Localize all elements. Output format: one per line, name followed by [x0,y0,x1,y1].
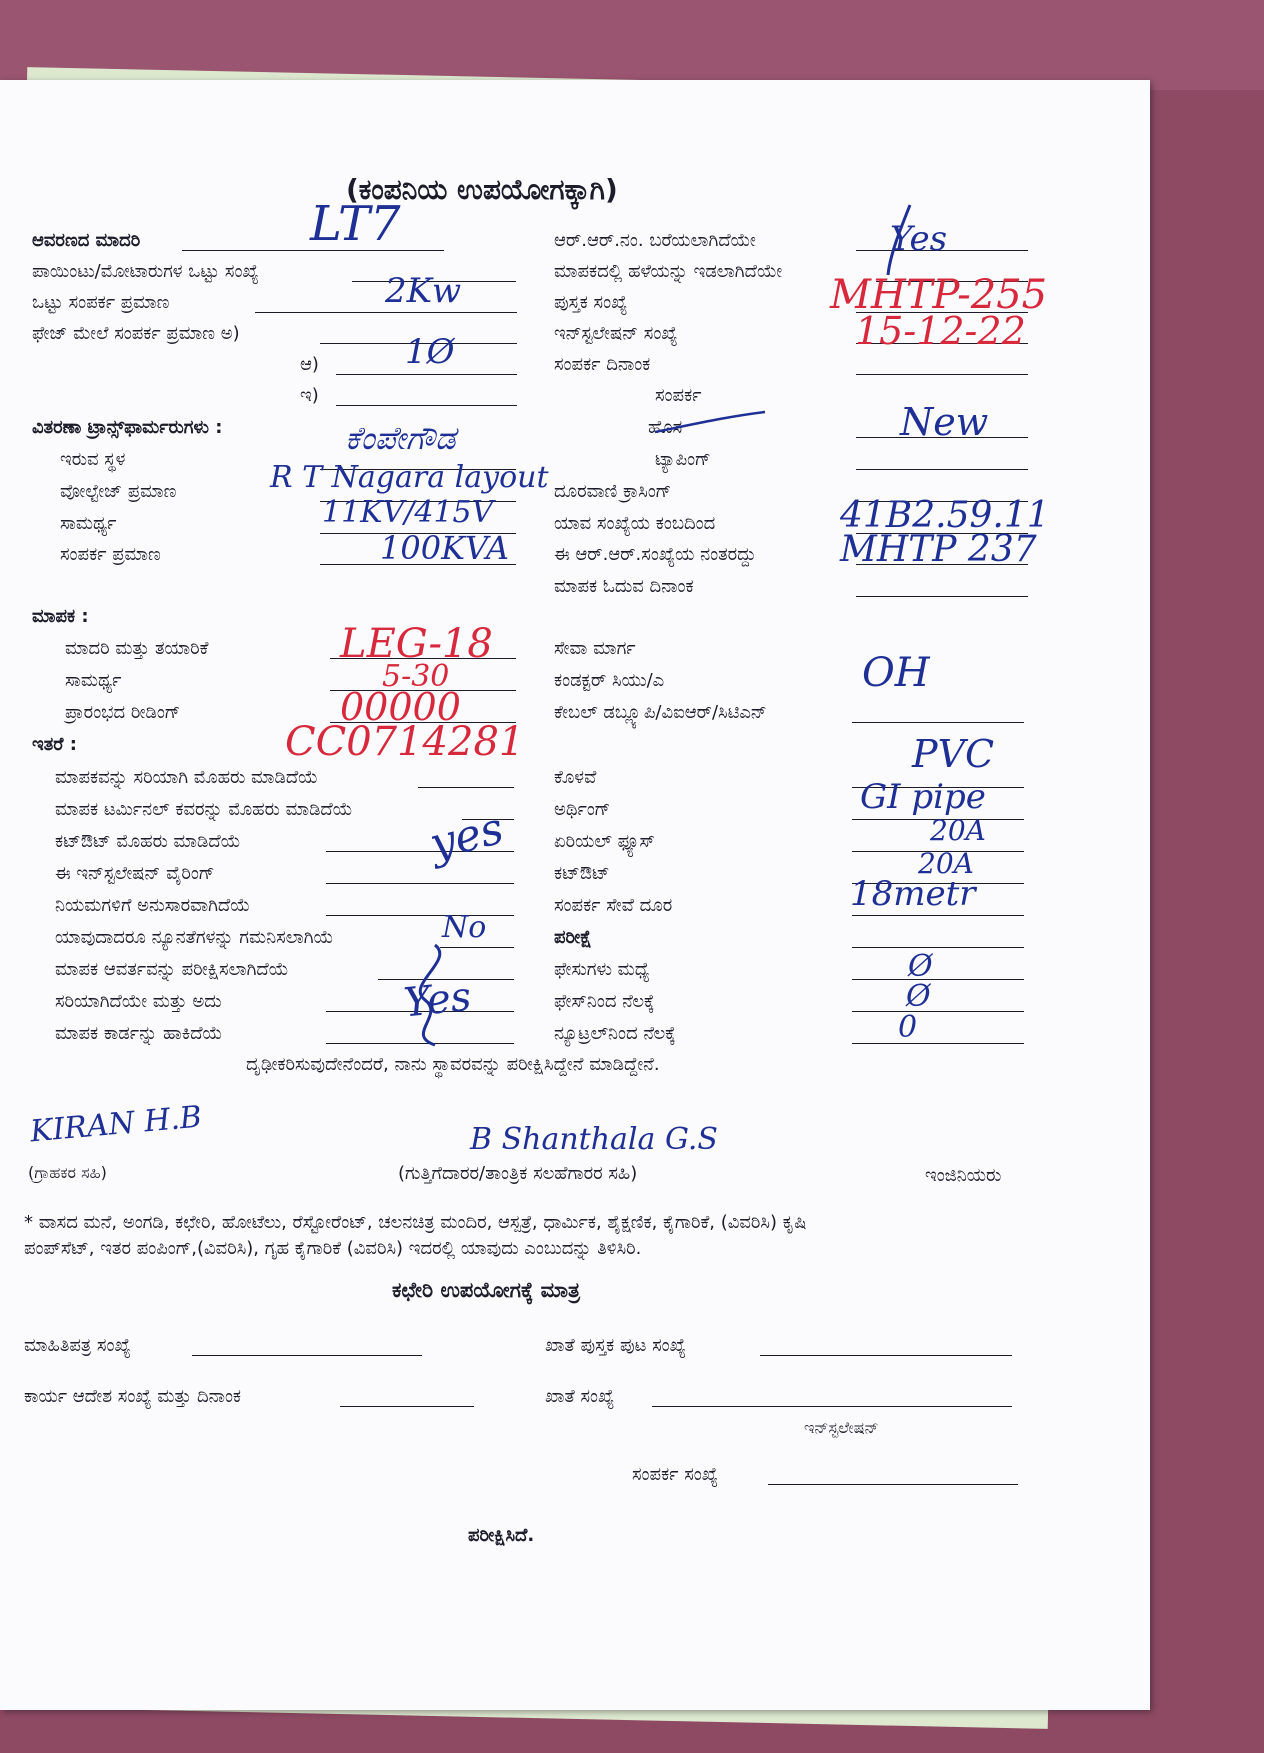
field-cable[interactable] [852,722,1024,723]
label-service-distance: ಸಂಪರ್ಕ ಸೇವೆ ದೂರ [554,895,673,916]
hw-location: ಕೆಂಪೇಗೌಡ [345,419,456,457]
label-pole-number: ಯಾವ ಸಂಖ್ಯೆಯ ಕಂಬದಿಂದ [554,513,716,534]
label-cutout: ಕಟ್‌ಔಟ್ [554,863,610,884]
field-tapping[interactable] [856,469,1028,470]
label-conductor: ಕಂಡಕ್ಟರ್ ಸಿಯು/ಎ [554,670,665,691]
label-installation-number: ಇನ್‌ಸ್ಟಲೇಷನ್ ಸಂಖ್ಯೆ [554,323,678,344]
label-location: ಇರುವ ಸ್ಥಳ [60,449,126,470]
label-cutout-sealed: ಕಟ್‌ಔಟ್ ಮೊಹರು ಮಾಡಿದೆಯೆ [55,831,241,852]
form-title: (ಕಂಪನಿಯ ಉಪಯೋಗಕ್ಕಾಗಿ) [346,173,618,206]
section-other: ಇತರೆ : [32,734,77,755]
hw-make: LEG-18 [340,621,493,667]
hw-phase-earth: Ø [906,979,931,1014]
field-phase-load-i[interactable] [336,405,517,406]
label-terminal-sealed: ಮಾಪಕ ಟರ್ಮಿನಲ್ ಕವರನ್ನು ಮೊಹರು ಮಾಡಿದೆಯೆ [55,799,353,820]
field-test[interactable] [852,947,1024,948]
hw-after-rr: MHTP 237 [840,529,1037,570]
label-tapping: ಟ್ಯಾಪಿಂಗ್ [655,449,711,470]
hw-checks-yes: yes [424,802,509,871]
label-service-route: ಸೇವಾ ಮಾರ್ಗ [554,638,636,659]
label-installation: ಇನ್‌ಸ್ಟಲೇಷನ್ [804,1418,879,1437]
field-neutral-earth[interactable] [852,1043,1024,1044]
note-line-2: ಪಂಪ್‌ಸೆಟ್, ಇತರ ಪಂಪಿಂಗ್,(ವಿವರಿಸಿ), ಗೃಹ ಕೈಗಾರಿಕೆ (ವಿವರಿಸಿ) ಇದರಲ್ಲಿ ಯಾವುದು ಎಂಬುದನ್ನು ತಿಳಿಸಿರಿ. [24,1238,642,1259]
label-as-per-rules: ನಿಯಮಗಳಿಗೆ ಅನುಸಾರವಾಗಿದೆಯೆ [55,895,251,916]
label-test: ಪರೀಕ್ಷೆ [554,927,592,948]
label-connection-date: ಸಂಪರ್ಕ ದಿನಾಂಕ [554,354,651,375]
field-application-no[interactable] [192,1355,422,1356]
hw-conn-date: 15-12-22 [855,309,1026,353]
label-phase-load-a: ಫೇಜ್ ಮೇಲೆ ಸಂಪರ್ಕ ಪ್ರಮಾಣ ಅ) [32,323,240,344]
field-between-phases[interactable] [852,979,1024,980]
signature-stroke-icon [395,940,465,1050]
hw-new: New [900,400,989,444]
hw-neutral-earth: 0 [898,1010,918,1045]
field-meter-sealed[interactable] [418,787,514,788]
label-points-motors: ಪಾಯಿಂಟು/ಮೋಟಾರುಗಳ ಒಟ್ಟು ಸಂಖ್ಯೆ [32,261,259,282]
field-phase-earth[interactable] [852,1011,1024,1012]
checkmark-stroke-icon [880,200,940,280]
field-phase-load-aa[interactable] [336,374,517,375]
label-connected-load: ಸಂಪರ್ಕ ಪ್ರಮಾಣ [60,544,161,565]
label-initial-reading: ಪ್ರಾರಂಭದ ರೀಡಿಂಗ್ [65,702,181,723]
hw-location-2: R T Nagara layout [270,460,549,495]
label-correct: ಸರಿಯಾಗಿದೆಯೇ ಮತ್ತು ಅದು [55,991,222,1012]
note-line-1: * ವಾಸದ ಮನೆ, ಅಂಗಡಿ, ಕಛೇರಿ, ಹೋಟೆಲು, ರೆಸ್ಟೋರೆಂಟ್, ಚಲನಚಿತ್ರ ಮಂದಿರ, ಆಸ್ಪತ್ರೆ, ಧಾರ್ಮಿಕ, ಶೈಕ್ಷಣಿಕ, ಕೈಗಾರಿಕೆ, (ವಿವರಿಸಿ) ಕೃಷಿ [24,1212,807,1233]
consumer-signature-label: (ಗ್ರಾಹಕರ ಸಹಿ) [28,1163,107,1182]
label-enclosure-type: ಆವರಣದ ಮಾದರಿ [32,230,141,251]
field-reading-date[interactable] [856,596,1028,597]
label-installation-wiring: ಈ ಇನ್‌ಸ್ಟಲೇಷನ್ ವೈರಿಂಗ್ [55,863,215,884]
label-meter-capacity: ಸಾಮರ್ಥ್ಯ [65,670,122,691]
hw-pole: 41B2.59.11 [840,495,1050,536]
label-account-page-no: ಖಾತೆ ಪುಸ್ತಕ ಪುಟ ಸಂಖ್ಯೆ [545,1335,686,1356]
label-between-phases: ಫೇಸುಗಳು ಮಧ್ಯೆ [554,959,650,980]
field-installation-wiring[interactable] [326,883,514,884]
section-transformers: ವಿತರಣಾ ಟ್ರಾನ್ಸ್‌ಫಾರ್ಮರುಗಳು : [32,417,223,438]
label-rr-written: ಆರ್.ಆರ್.ನಂ. ಬರೆಯಲಾಗಿದೆಯೇ [554,230,756,251]
label-phase-earth: ಫೇಸ್‌ನಿಂದ ನೆಲಕ್ಕೆ [554,991,655,1012]
label-phase-load-i: ಇ) [300,385,319,406]
hw-book-no: MHTP-255 [830,272,1048,318]
label-rotation-checked: ಮಾಪಕ ಆವರ್ತವನ್ನು ಪರೀಕ್ಷಿಸಲಾಗಿದೆಯೆ [55,959,289,980]
field-total-load[interactable] [255,312,517,313]
hw-rr-yes: Yes [890,219,948,259]
label-aerial-fuse: ಏರಿಯಲ್ ಫ್ಯೂಸ್ [554,831,655,852]
hw-meter-capacity: 5-30 [382,659,450,694]
hw-cutout: 20A [918,847,974,880]
label-account-no: ಖಾತೆ ಸಂಖ್ಯೆ [545,1386,615,1407]
label-pipe: ಕೊಳವೆ [554,767,597,788]
label-phase-load-aa: ಆ) [300,354,319,375]
certification-text: ದೃಢೀಕರಿಸುವುದೇನೆಂದರೆ, ನಾನು ಸ್ಥಾವರವನ್ನು ಪರೀಕ್ಷಿಸಿದ್ದೇನೆ ಮಾಡಿದ್ದೇನೆ. [246,1054,660,1075]
hw-conductor: OH [862,650,930,696]
field-account-page-no[interactable] [760,1355,1012,1356]
field-work-order[interactable] [340,1406,474,1407]
contractor-signature-label: (ಗುತ್ತಿಗೆದಾರರ/ತಾಂತ್ರಿಕ ಸಲಹೆಗಾರರ ಸಹಿ) [398,1163,638,1184]
hw-correct: Yes [401,973,474,1027]
label-reading-date: ಮಾಪಕ ಓದುವ ದಿನಾಂಕ [554,576,694,597]
hw-between-phases: Ø [908,949,933,984]
label-connection: ಸಂಪರ್ಕ [655,385,702,406]
label-neutral-earth: ನ್ಯೂಟ್ರಲ್‌ನಿಂದ ನೆಲಕ್ಕೆ [554,1023,676,1044]
hw-enclosure: LT7 [310,196,401,252]
label-new: ಹೊಸ [648,417,683,438]
hw-total-load: 2Kw [385,271,462,311]
label-telephone-crossing: ದೂರವಾಣಿ ಕ್ರಾಸಿಂಗ್ [554,481,672,502]
label-voltage: ವೋಲ್ಟೇಜ್ ಪ್ರಮಾಣ [60,481,177,502]
hw-pipe: PVC [912,732,995,776]
hw-aerial-fuse: 20A [930,814,986,847]
label-total-load: ಒಟ್ಟು ಸಂಪರ್ಕ ಪ್ರಮಾಣ [32,292,170,313]
field-service-distance[interactable] [852,915,1024,916]
hw-phase-a: 1Ø [405,332,455,372]
label-connection-no: ಸಂಪರ್ಕ ಸಂಖ್ಯೆ [632,1464,719,1485]
label-make-model: ಮಾದರಿ ಮತ್ತು ತಯಾರಿಕೆ [65,638,209,659]
label-meter-card: ಮಾಪಕ ಕಾರ್ಡನ್ನು ಹಾಕಿದೆಯೆ [55,1023,223,1044]
label-capacity: ಸಾಮರ್ಥ್ಯ [60,513,117,534]
section-meter: ಮಾಪಕ : [32,606,89,627]
field-connection-date[interactable] [856,374,1028,375]
hw-reading: 00000 [340,685,461,729]
hw-earthing: GI pipe [860,777,986,817]
label-old-kept: ಮಾಪಕದಲ್ಲಿ ಹಳೆಯನ್ನು ಇಡಲಾಗಿದೆಯೇ [554,261,783,282]
field-account-no[interactable] [652,1406,1012,1407]
checked-label: ಪರೀಕ್ಷಿಸಿದೆ. [468,1525,535,1546]
hw-capacity: 100KVA [380,529,510,567]
new-tick-stroke-icon [650,410,770,440]
label-defects: ಯಾವುದಾದರೂ ನ್ಯೂನತೆಗಳನ್ನು ಗಮನಿಸಲಾಗಿಯೆ [55,927,334,948]
form-sheet [0,80,1150,1710]
label-after-rr: ಈ ಆರ್.ಆರ್.ಸಂಖ್ಯೆಯ ನಂತರದ್ದು [554,544,757,565]
field-connection-no[interactable] [768,1484,1018,1485]
hw-contractor-signature: B Shanthala G.S [470,1122,718,1157]
label-work-order: ಕಾರ್ಯ ಆದೇಶ ಸಂಖ್ಯೆ ಮತ್ತು ದಿನಾಂಕ [24,1386,242,1407]
engineer-label: ಇಂಜಿನಿಯರು [925,1165,1002,1186]
label-cable: ಕೇಬಲ್ ಡಬ್ಲ್ಯೂಪಿ/ವಿಐಆರ್/ಸಿಟಿಎನ್ [554,702,767,723]
label-book-number: ಪುಸ್ತಕ ಸಂಖ್ಯೆ [554,292,628,313]
hw-serial: CC0714281 [285,719,525,765]
hw-distance: 18metr [850,874,976,914]
hw-voltage: 11KV/415V [322,495,494,530]
hw-consumer-name: KIRAN H.B [28,1099,204,1150]
hw-defects: No [442,910,487,945]
office-use-heading: ಕಛೇರಿ ಉಪಯೋಗಕ್ಕೆ ಮಾತ್ರ [392,1278,581,1302]
label-application-no: ಮಾಹಿತಿಪತ್ರ ಸಂಖ್ಯೆ [24,1335,131,1356]
label-earthing: ಅರ್ಥಿಂಗ್ [554,799,611,820]
label-meter-sealed: ಮಾಪಕವನ್ನು ಸರಿಯಾಗಿ ಮೊಹರು ಮಾಡಿದೆಯೆ [55,767,319,788]
